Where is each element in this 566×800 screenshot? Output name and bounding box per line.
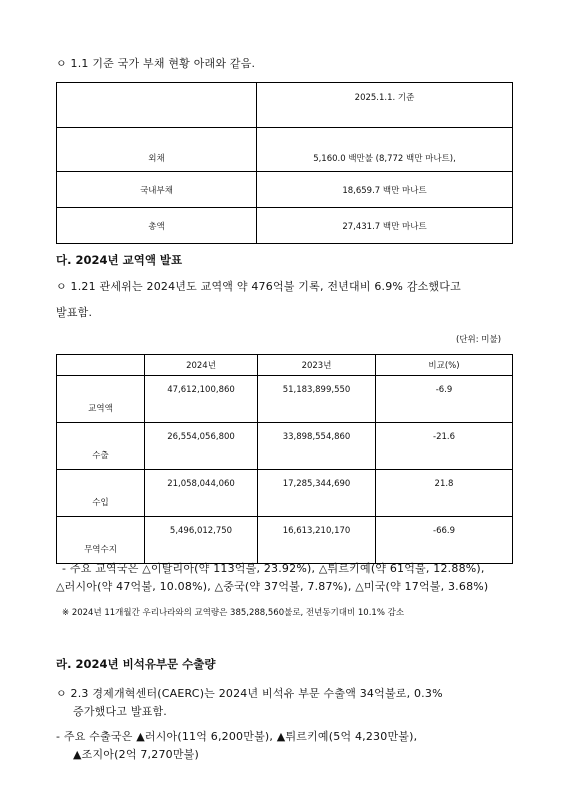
partners-line2: △러시아(약 47억불, 10.08%), △중국(약 37억불, 7.87%), △미국(약 17억불, 3.68%) — [56, 580, 489, 593]
debt-row-value: 18,659.7 백만 마나트 — [257, 172, 513, 208]
section-da-heading: 다. 2024년 교역액 발표 — [56, 253, 183, 267]
debt-table-row — [57, 128, 513, 172]
trade-table — [56, 354, 513, 564]
intro-line: ㅇ 1.1 기준 국가 부채 현황 아래와 같음. — [56, 57, 256, 70]
section-ra-paragraph-line1: ㅇ 2.3 경제개혁센터(CAERC)는 2024년 비석유 부문 수출액 34억불로, 0.3% — [56, 687, 443, 700]
trade-value-2023: 51,183,899,550 — [258, 376, 376, 423]
section-ra-paragraph-line2: 증가했다고 발표함. — [73, 705, 168, 718]
exports-line1: - 주요 수출국은 ▲러시아(11억 6,200만불), ▲튀르키예(5억 4,230만불), — [56, 730, 418, 743]
debt-row-label: 국내부채 — [57, 172, 257, 208]
debt-row-value: 27,431.7 백만 마나트 — [257, 208, 513, 244]
trade-row-label: 무역수지 — [57, 517, 145, 564]
debt-row-value: 5,160.0 백만불 (8,772 백만 마나트), — [257, 128, 513, 172]
trade-header-cell: 비교(%) — [376, 355, 513, 376]
trade-table-row — [57, 423, 513, 470]
trade-table-row — [57, 376, 513, 423]
trade-header-cell: 2024년 — [145, 355, 258, 376]
trade-row-label: 수출 — [57, 423, 145, 470]
debt-row-label: 외채 — [57, 128, 257, 172]
trade-header-cell: 2023년 — [258, 355, 376, 376]
trade-row-label: 교역액 — [57, 376, 145, 423]
trade-header-cell — [57, 355, 145, 376]
section-da-paragraph-line2: 발표함. — [56, 306, 93, 319]
partners-line1: - 주요 교역국은 △이탈리아(약 113억불, 23.92%), △튀르키예(약 61억불, 12.88%), — [62, 562, 485, 575]
debt-table-empty-cell — [57, 83, 257, 128]
unit-label: (단위: 미불) — [456, 335, 502, 345]
trade-table-row — [57, 517, 513, 564]
trade-table-header-row — [57, 355, 513, 376]
exports-line2: ▲조지아(2억 7,270만불) — [73, 748, 199, 761]
section-da-paragraph-line1: ㅇ 1.21 관세위는 2024년도 교역액 약 476억불 기록, 전년대비 6.9% 감소했다고 — [56, 280, 461, 293]
trade-value-2024: 21,058,044,060 — [145, 470, 258, 517]
trade-value-2023: 16,613,210,170 — [258, 517, 376, 564]
trade-value-2023: 33,898,554,860 — [258, 423, 376, 470]
trade-value-2024: 26,554,056,800 — [145, 423, 258, 470]
trade-row-label: 수입 — [57, 470, 145, 517]
trade-value-2024: 47,612,100,860 — [145, 376, 258, 423]
debt-table-row — [57, 172, 513, 208]
trade-value-2024: 5,496,012,750 — [145, 517, 258, 564]
trade-compare: -21.6 — [376, 423, 513, 470]
debt-table-header: 2025.1.1. 기준 — [257, 83, 513, 128]
debt-table — [56, 82, 513, 244]
debt-row-label: 총액 — [57, 208, 257, 244]
footnote: ※ 2024년 11개월간 우리나라와의 교역량은 385,288,560불로, 전년동기대비 10.1% 감소 — [62, 608, 405, 618]
debt-table-header-row — [57, 83, 513, 128]
trade-compare: -6.9 — [376, 376, 513, 423]
trade-compare: 21.8 — [376, 470, 513, 517]
debt-table-row — [57, 208, 513, 244]
section-ra-heading: 라. 2024년 비석유부문 수출량 — [56, 657, 216, 671]
trade-value-2023: 17,285,344,690 — [258, 470, 376, 517]
trade-compare: -66.9 — [376, 517, 513, 564]
trade-table-row — [57, 470, 513, 517]
